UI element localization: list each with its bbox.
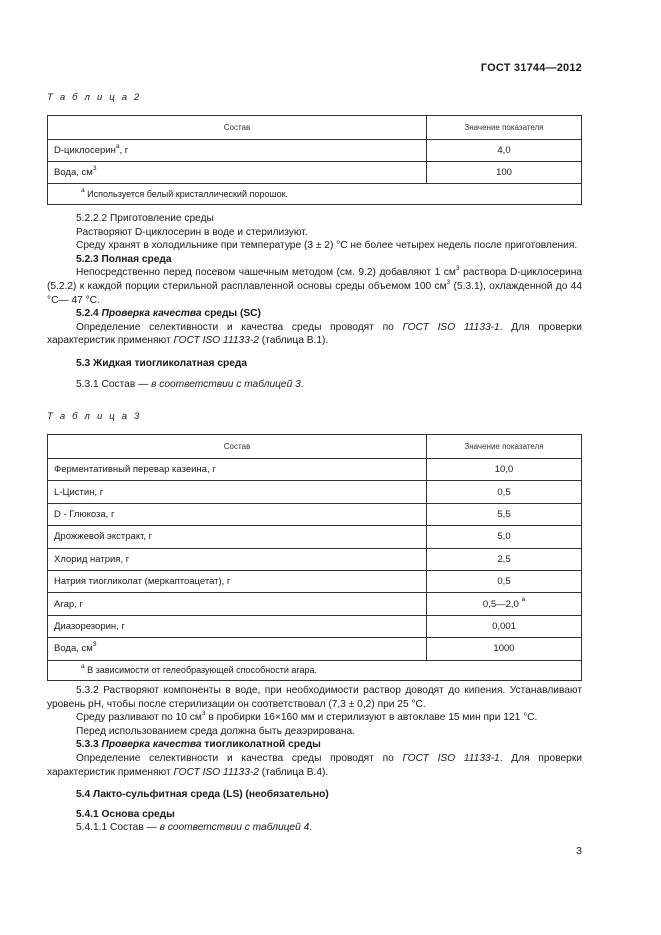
text-block-section-5-2: [47, 212, 582, 391]
table-2-caption: Т а б л и ц а 2: [47, 92, 142, 103]
table-row: Дрожжевой экстракт, г 5,0: [48, 526, 582, 548]
table-row: D - Глюкоза, г 5,5: [48, 503, 582, 525]
standard-reference: ГОСТ ISO 11133-1: [402, 752, 500, 764]
table-row: Агар, г 0,5—2,0 $^a$: [48, 593, 582, 615]
table-header-row: [48, 435, 582, 459]
column-header-value: Значение показателя: [427, 435, 582, 459]
standard-reference: ГОСТ ISO 11133-2: [173, 335, 259, 347]
table-header-row: [48, 116, 582, 140]
page-number: 3: [576, 845, 582, 857]
text-block-section-5-3-2: [47, 684, 582, 835]
paragraph: Растворяют D-циклосерин в воде и стерилизуют.: [76, 226, 308, 238]
table-footnote: $^a$ В зависимости от гелеобразующей способности агара.: [48, 660, 582, 680]
table-row: Натрия тиогликолат (меркаптоацетат), г 0,5: [48, 570, 582, 592]
table-row: [48, 162, 582, 184]
table-row: [48, 140, 582, 162]
paragraph: Определение селективности и качества среды проводят по ГОСТ ISO 11133-1. Для проверки характеристик применяют ГОСТ ISO 11133-2 (таблица В.1).: [47, 321, 583, 347]
paragraph: Среду хранят в холодильнике при температуре (3 ± 2) °С не более четырех недель после приготовления.: [76, 240, 578, 252]
table-footnote: $^a$ Используется белый кристаллический порошок.: [48, 184, 582, 205]
row-name: D-циклосерин$^a$, г: [48, 140, 427, 162]
subsection-heading: 5.2.2.2 Приготовление среды: [76, 213, 214, 224]
table-2: [47, 115, 582, 205]
document-code: ГОСТ 31744—2012: [480, 62, 582, 74]
table-row: Ферментативный перевар казеина, г 10,0: [48, 459, 582, 481]
column-header-value: Значение показателя: [427, 116, 582, 140]
table-footnote-row: [48, 184, 582, 205]
table-row: Вода, $см^3$ 1000: [48, 638, 582, 660]
table-3-caption: Т а б л и ц а 3: [47, 411, 142, 422]
table-row: Диазорезорин, г 0,001: [48, 615, 582, 637]
paragraph: Непосредственно перед посевом чашечным методом (см. 9.2) добавляют 1 $см^3$ раствора D-циклосерина (5.2.2) к каждой порции стерильной расплавленной основы среды объемом 100 $см^3$ (5.3.1), охлажденной до 44 °С— 47 °С.: [47, 264, 583, 306]
table-3: [47, 434, 582, 681]
table-row: Хлорид натрия, г 2,5: [48, 548, 582, 570]
paragraph: Определение селективности и качества среды проводят по ГОСТ ISO 11133-1. Для проверки характеристик применяют ГОСТ ISO 11133-2 (таблица В.4).: [47, 752, 583, 778]
section-heading: 5.3.3 Проверка качества тиогликолатной среды: [76, 739, 321, 751]
paragraph: 5.3.2 Растворяют компоненты в воде, при необходимости раствор доводят до кипения. Устанавливают уровень рН, чтобы после стерилизации он соответствовал (7,3 ± 0,2) при 25 °С.: [47, 685, 582, 710]
section-heading: 5.2.4 Проверка качества среды (SC): [76, 308, 261, 320]
standard-reference: ГОСТ ISO 11133-1: [402, 321, 500, 333]
row-value: 100: [427, 162, 582, 184]
column-header-composition: Состав: [48, 116, 427, 140]
standard-reference: ГОСТ ISO 11133-2: [173, 766, 259, 778]
section-heading: 5.2.3 Полная среда: [76, 253, 172, 265]
paragraph: Среду разливают по 10 $см^3$ в пробирки 16×160 мм и стерилизуют в автоклаве 15 мин при 121 °С.: [76, 709, 538, 724]
subsection-heading: 5.4.1 Основа среды: [76, 808, 175, 820]
paragraph: Перед использованием среда должна быть деаэрирована.: [76, 725, 355, 737]
paragraph: 5.3.1 Состав — в соответствии с таблицей 3.: [76, 378, 304, 390]
table-row: L-Цистин, г 0,5: [48, 481, 582, 503]
table-footnote-row: [48, 660, 582, 680]
row-value: 4,0: [427, 140, 582, 162]
section-heading: 5.4 Лакто-сульфитная среда (LS) (необязательно): [76, 789, 329, 801]
paragraph: 5.4.1.1 Состав — в соответствии с таблицей 4.: [76, 822, 313, 834]
row-name: Вода, $см^3$: [48, 162, 427, 184]
column-header-composition: Состав: [48, 435, 427, 459]
section-heading: 5.3 Жидкая тиогликолатная среда: [76, 357, 248, 369]
